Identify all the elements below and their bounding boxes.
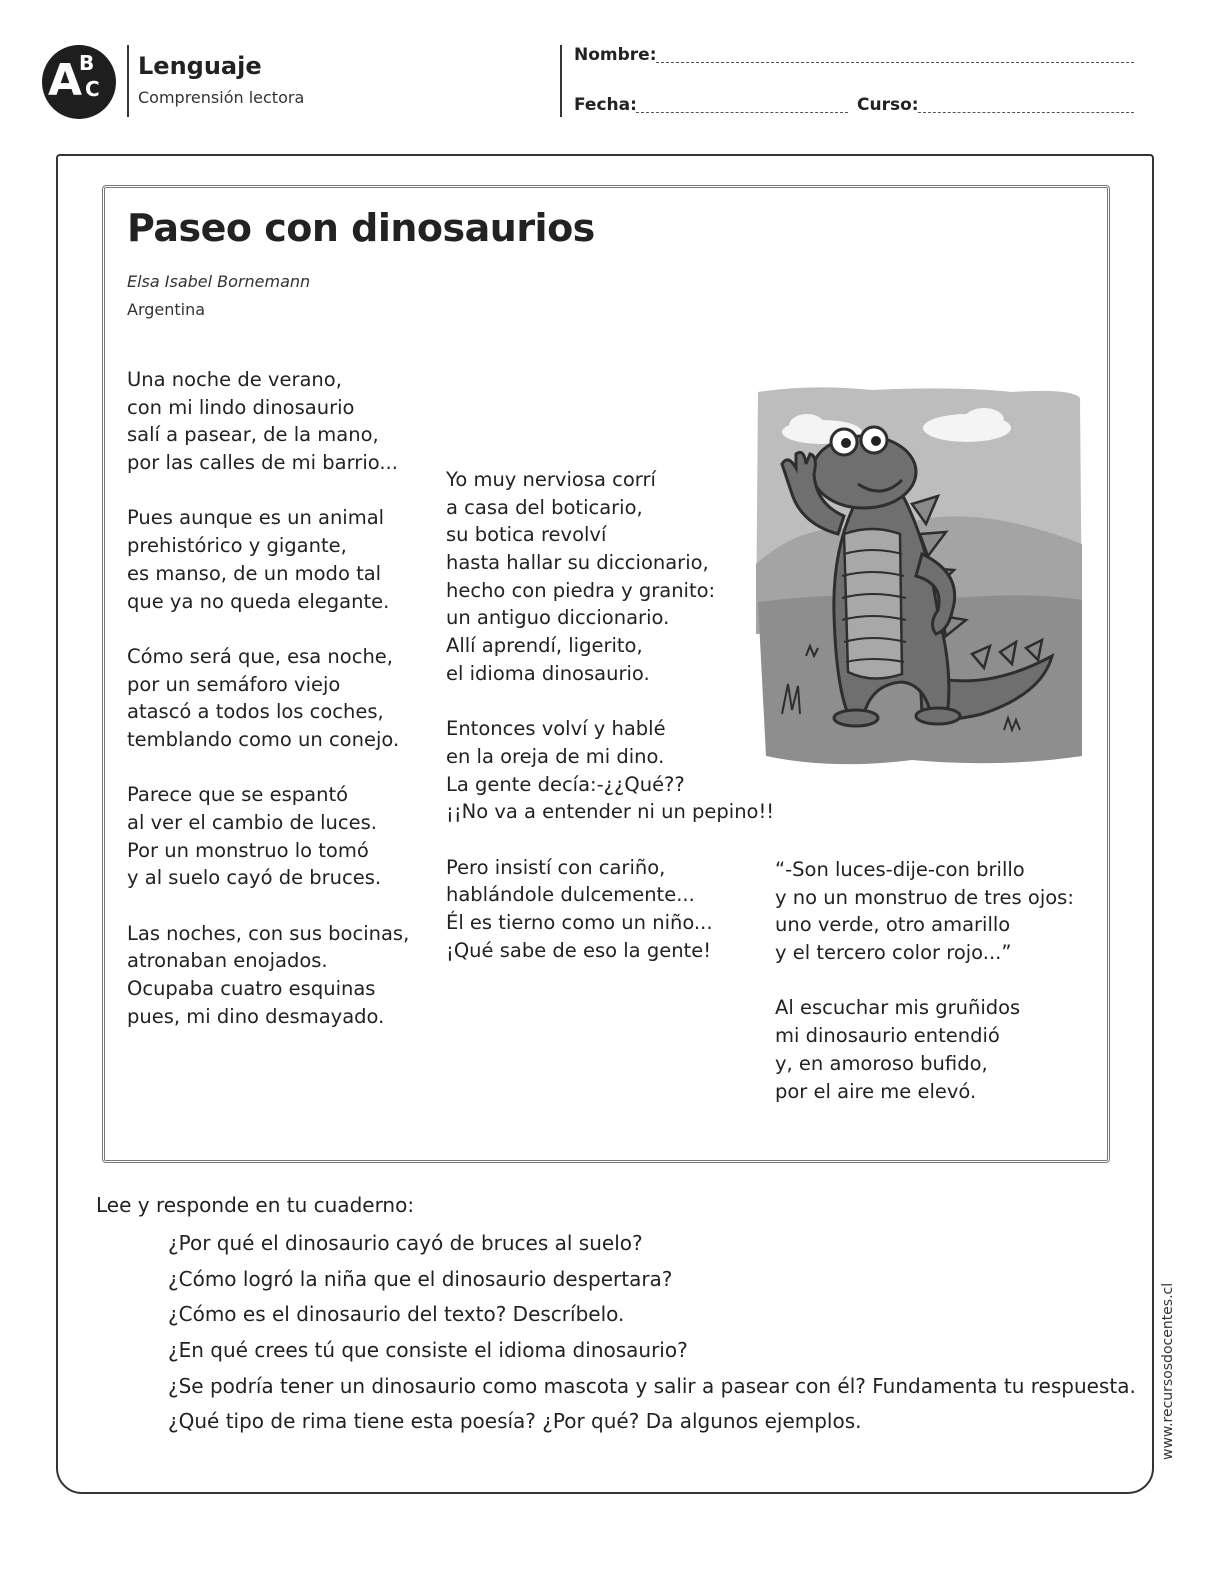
verse: Las noches, con sus bocinas, (127, 921, 410, 945)
verse: y el tercero color rojo...” (775, 941, 1012, 965)
poem-country: Argentina (127, 300, 206, 319)
verse: “-Son luces-dije-con brillo (775, 858, 1025, 881)
activity-instruction: Lee y responde en tu cuaderno: (96, 1193, 415, 1217)
stanza-6 (446, 466, 774, 688)
question-item: ¿En qué crees tú que consiste el idioma dinosaurio? (168, 1338, 688, 1363)
stanza-10 (775, 994, 1074, 1105)
question-list (168, 1230, 1136, 1444)
poem-column-2 (446, 466, 774, 992)
course-field[interactable] (918, 112, 1134, 113)
poem-column-1 (127, 366, 409, 1058)
verse: Por un monstruo lo tomó (127, 838, 369, 862)
subject-title: Lenguaje (138, 52, 262, 80)
logo-letter-b: B (79, 51, 95, 75)
verse: hecho con piedra y granito: (446, 578, 716, 602)
verse: el idioma dinosaurio. (446, 661, 650, 685)
poem-title: Paseo con dinosaurios (127, 206, 595, 250)
verse: es manso, de un modo tal (127, 561, 382, 585)
verse: Allí aprendí, ligerito, (446, 634, 643, 658)
verse: Una noche de verano, (127, 368, 342, 391)
verse: ¡Qué sabe de eso la gente! (446, 938, 712, 962)
stanza-9 (775, 856, 1074, 967)
header-divider (127, 45, 129, 117)
question-item: ¿Cómo es el dinosaurio del texto? Descríbelo. (168, 1302, 625, 1327)
verse: y al suelo cayó de bruces. (127, 866, 382, 890)
verse: Entonces volví y hablé (446, 717, 666, 741)
logo-letter-a: A (48, 55, 83, 106)
verse: Parece que se espantó (127, 783, 349, 807)
question-item: ¿Qué tipo de rima tiene esta poesía? ¿Por qué? Da algunos ejemplos. (168, 1409, 862, 1434)
stanza-1 (127, 366, 409, 477)
stanza-3 (127, 643, 409, 754)
verse: por las calles de mi barrio... (127, 451, 398, 475)
verse: su botica revolví (446, 523, 607, 547)
stanza-2 (127, 504, 409, 615)
name-field[interactable] (656, 62, 1134, 63)
verse: con mi lindo dinosaurio (127, 395, 355, 419)
verse: pues, mi dino desmayado. (127, 1004, 385, 1028)
date-label: Fecha: (574, 95, 637, 115)
verse: Yo muy nerviosa corrí (446, 468, 656, 491)
poem-author: Elsa Isabel Bornemann (127, 272, 311, 291)
verse: Pero insistí con cariño, (446, 855, 666, 879)
verse: La gente decía:-¿¿Qué?? (446, 772, 685, 796)
form-divider (560, 45, 562, 117)
verse: por el aire me elevó. (775, 1079, 977, 1103)
question-item: ¿Se podría tener un dinosaurio como mascota y salir a pasear con él? Fundamenta tu respuesta. (168, 1373, 1136, 1398)
verse: hasta hallar su diccionario, (446, 551, 709, 575)
verse: en la oreja de mi dino. (446, 744, 665, 768)
verse: Cómo será que, esa noche, (127, 644, 393, 668)
verse: Pues aunque es un animal (127, 506, 385, 530)
question-item: ¿Cómo logró la niña que el dinosaurio despertara? (168, 1266, 673, 1291)
verse: prehistórico y gigante, (127, 534, 347, 558)
verse: y, en amoroso bufido, (775, 1051, 988, 1075)
poem-column-3 (775, 856, 1074, 1133)
verse: Ocupaba cuatro esquinas (127, 977, 376, 1001)
verse: por un semáforo viejo (127, 672, 341, 696)
course-label: Curso: (857, 95, 919, 115)
stanza-5 (127, 920, 409, 1031)
verse: salí a pasear, de la mano, (127, 423, 379, 447)
verse: atronaban enojados. (127, 949, 328, 973)
verse: temblando como un conejo. (127, 727, 400, 751)
verse: un antiguo diccionario. (446, 606, 670, 630)
abc-logo (42, 45, 116, 119)
logo-letter-c: C (85, 77, 100, 101)
question-item: ¿Por qué el dinosaurio cayó de bruces al suelo? (168, 1231, 643, 1255)
dinosaur-illustration (752, 384, 1084, 772)
verse: Él es tierno como un niño... (446, 911, 713, 934)
website-credit: www.recursosdocentes.cl (1160, 1282, 1176, 1460)
name-label: Nombre: (574, 45, 657, 65)
topic-subtitle: Comprensión lectora (138, 88, 305, 107)
verse: uno verde, otro amarillo (775, 913, 1011, 937)
verse: Al escuchar mis gruñidos (775, 996, 1021, 1020)
verse: atascó a todos los coches, (127, 700, 384, 724)
stanza-4 (127, 781, 409, 892)
date-field[interactable] (636, 112, 848, 113)
verse: mi dinosaurio entendió (775, 1024, 1000, 1048)
stanza-8 (446, 854, 774, 965)
verse: a casa del boticario, (446, 495, 643, 519)
verse: ¡¡No va a entender ni un pepino!! (446, 800, 775, 824)
verse: hablándole dulcemente... (446, 883, 695, 907)
verse: que ya no queda elegante. (127, 589, 390, 613)
stanza-7 (446, 715, 774, 826)
verse: al ver el cambio de luces. (127, 811, 377, 834)
verse: y no un monstruo de tres ojos: (775, 885, 1074, 909)
